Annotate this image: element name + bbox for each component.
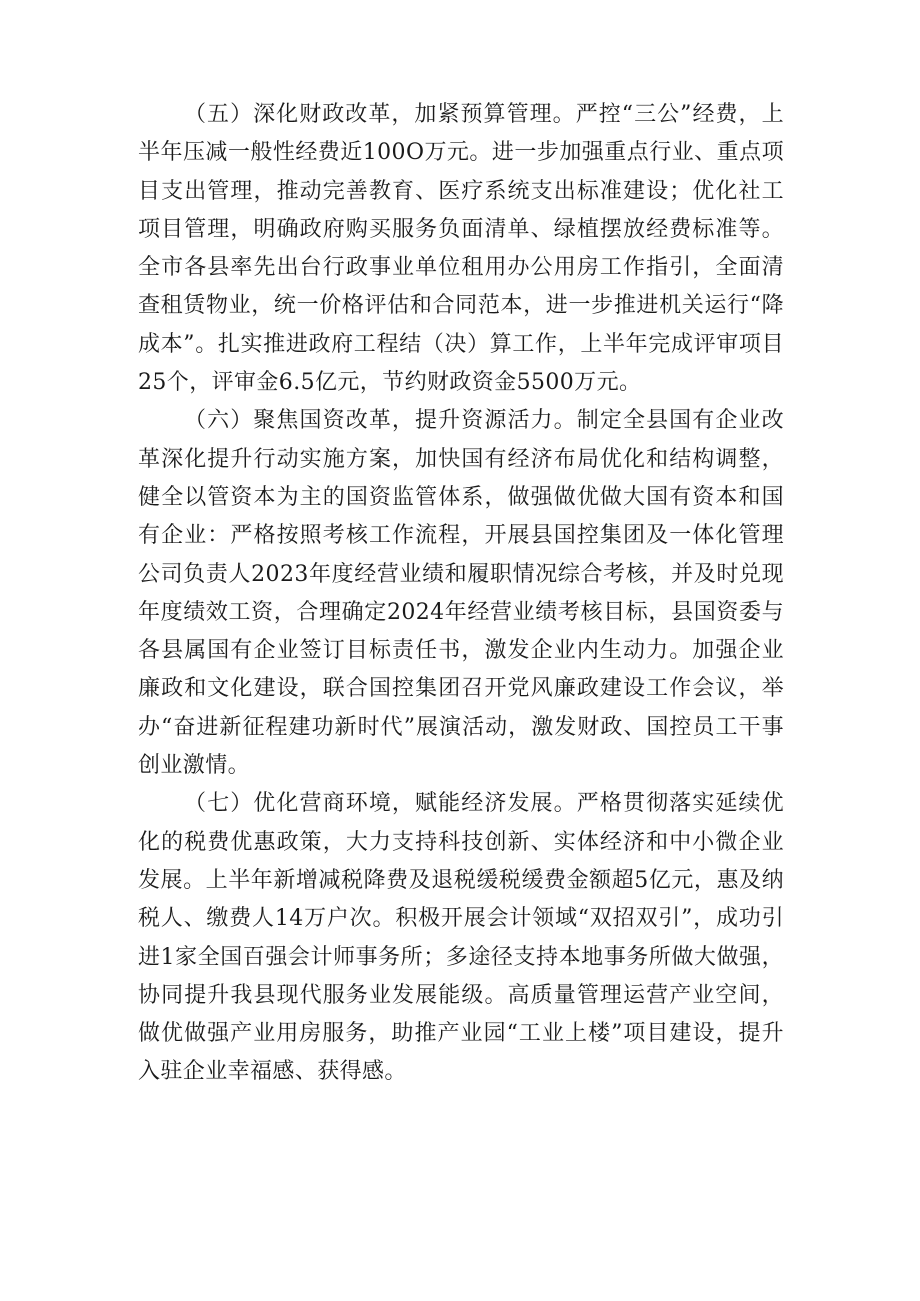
document-body xyxy=(138,96,784,1092)
paragraph-section-6: （六）聚焦国资改革，提升资源活力。制定全县国有企业改革深化提升行动实施方案，加快国有经济布局优化和结构调整，健全以管资本为主的国资监管体系，做强做优做大国有资本和国有企业：严格按照考核工作流程，开展县国控集团及一体化管理公司负责人2023年度经营业绩和履职情况综合考核，并及时兑现年度绩效工资，合理确定2024年经营业绩考核目标，县国资委与各县属国有企业签订目标责任书，激发企业内生动力。加强企业廉政和文化建设，联合国控集团召开党风廉政建设工作会议，举办“奋进新征程建功新时代”展演活动，激发财政、国控员工干事创业激情。 xyxy=(138,408,784,779)
paragraph-section-7: （七）优化营商环境，赋能经济发展。严格贯彻落实延续优化的税费优惠政策，大力支持科技创新、实体经济和中小微企业发展。上半年新增减税降费及退税缓税缓费金额超5亿元，惠及纳税人、缴费人14万户次。积极开展会计领域“双招双引”，成功引进1家全国百强会计师事务所；多途径支持本地事务所做大做强，协同提升我县现代服务业发展能级。高质量管理运营产业空间，做优做强产业用房服务，助推产业园“工业上楼”项目建设，提升入驻企业幸福感、获得感。 xyxy=(138,791,784,1085)
paragraph-section-5: （五）深化财政改革，加紧预算管理。严控“三公”经费，上半年压减一般性经费近100O万元。进一步加强重点行业、重点项目支出管理，推动完善教育、医疗系统支出标准建设；优化社工项目管理，明确政府购买服务负面清单、绿植摆放经费标准等。全市各县率先出台行政事业单位租用办公用房工作指引，全面清查租赁物业，统一价格评估和合同范本，进一步推进机关运行“降成本”。扎实推进政府工程结（决）算工作，上半年完成评审项目25个，评审金6.5亿元，节约财政资金5500万元。 xyxy=(138,102,784,396)
